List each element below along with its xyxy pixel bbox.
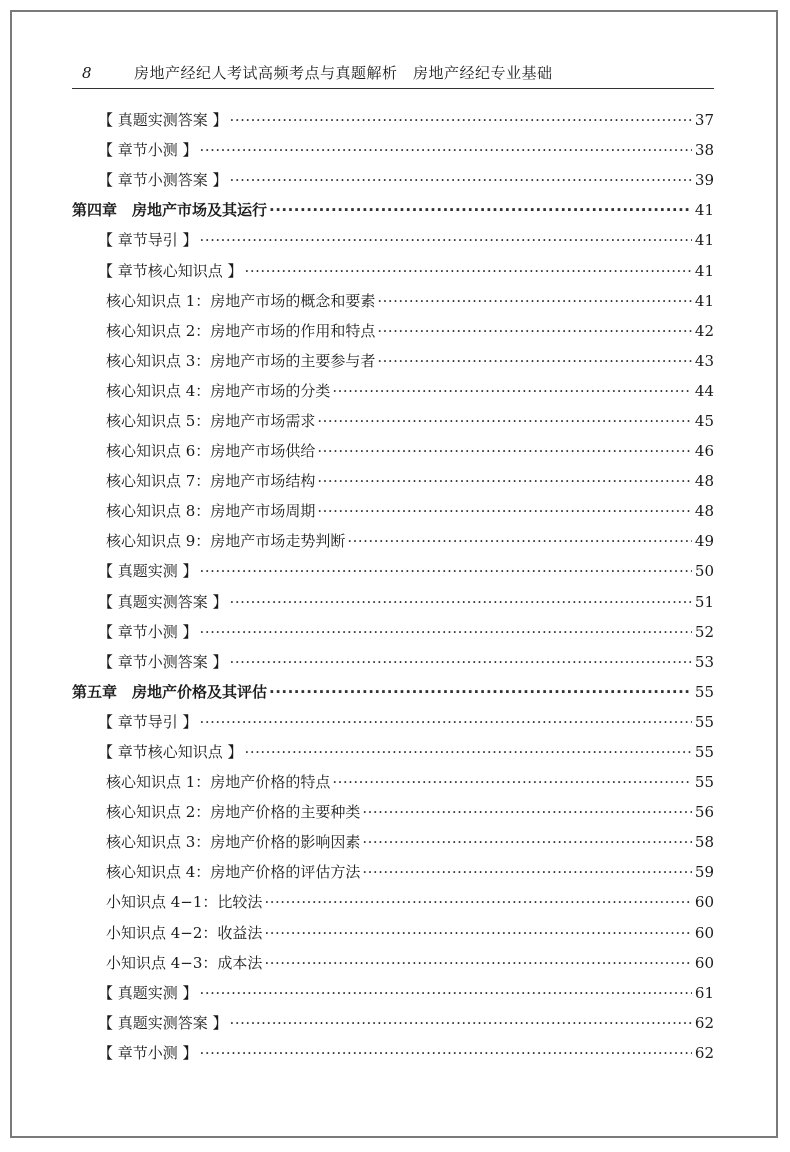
toc-entry-page: 60 [694, 953, 714, 972]
toc-entry-page: 51 [694, 592, 714, 611]
toc-entry-item[interactable] [72, 466, 714, 496]
toc-entry-item[interactable] [72, 496, 714, 526]
toc-entry-section[interactable] [72, 135, 714, 165]
toc-entry-page: 43 [694, 351, 714, 370]
dot-leader [230, 1008, 692, 1038]
book-title: 房地产经纪人考试高频考点与真题解析 房地产经纪专业基础 [134, 64, 553, 82]
toc-entry-page: 48 [694, 472, 714, 491]
toc-entry-label: 核心知识点 2：房地产价格的主要种类 [106, 803, 361, 822]
dot-leader [269, 677, 692, 707]
dot-leader [317, 406, 692, 436]
toc-entry-label: 核心知识点 5：房地产市场需求 [106, 411, 316, 430]
toc-entry-label: 【 真题实测 】 [98, 562, 198, 581]
table-of-contents [72, 105, 714, 1068]
toc-entry-section[interactable] [72, 1038, 714, 1068]
toc-entry-item[interactable] [72, 857, 714, 887]
toc-entry-label: 核心知识点 8：房地产市场周期 [106, 502, 316, 521]
dot-leader [264, 948, 692, 978]
dot-leader [200, 225, 692, 255]
dot-leader [200, 978, 692, 1008]
toc-entry-section[interactable] [72, 617, 714, 647]
dot-leader [362, 857, 692, 887]
toc-entry-label: 核心知识点 2：房地产市场的作用和特点 [106, 321, 376, 340]
toc-entry-label: 核心知识点 1：房地产价格的特点 [106, 773, 331, 792]
toc-entry-page: 38 [694, 141, 714, 160]
dot-leader [230, 165, 692, 195]
toc-entry-page: 56 [694, 803, 714, 822]
toc-entry-item[interactable] [72, 346, 714, 376]
dot-leader [317, 466, 692, 496]
toc-entry-label: 【 章节小测 】 [98, 1043, 198, 1062]
dot-leader [245, 737, 692, 767]
toc-entry-page: 41 [694, 291, 714, 310]
dot-leader [200, 707, 692, 737]
toc-entry-chapter[interactable] [72, 677, 714, 707]
toc-entry-label: 【 章节小测 】 [98, 622, 198, 641]
toc-entry-label: 第五章 房地产价格及其评估 [72, 682, 268, 701]
toc-entry-page: 50 [694, 562, 714, 581]
toc-entry-label: 小知识点 4−2：收益法 [106, 923, 263, 942]
dot-leader [347, 526, 692, 556]
toc-entry-page: 55 [694, 773, 714, 792]
toc-entry-page: 42 [694, 321, 714, 340]
toc-entry-page: 45 [694, 411, 714, 430]
toc-entry-label: 【 章节导引 】 [98, 712, 198, 731]
toc-entry-chapter[interactable] [72, 195, 714, 225]
toc-entry-section[interactable] [72, 587, 714, 617]
toc-entry-section[interactable] [72, 737, 714, 767]
toc-entry-page: 41 [694, 261, 714, 280]
toc-entry-label: 【 章节小测 】 [98, 141, 198, 160]
toc-entry-label: 核心知识点 4：房地产价格的评估方法 [106, 863, 361, 882]
toc-entry-item[interactable] [72, 436, 714, 466]
dot-leader [200, 1038, 692, 1068]
toc-entry-label: 【 章节小测答案 】 [98, 652, 228, 671]
toc-entry-item[interactable] [72, 948, 714, 978]
toc-entry-label: 【 章节小测答案 】 [98, 171, 228, 190]
toc-entry-label: 【 章节核心知识点 】 [98, 743, 243, 762]
toc-entry-item[interactable] [72, 887, 714, 917]
toc-entry-label: 【 章节导引 】 [98, 231, 198, 250]
dot-leader [200, 556, 692, 586]
toc-entry-label: 【 真题实测答案 】 [98, 592, 228, 611]
toc-entry-page: 62 [694, 1013, 714, 1032]
toc-entry-section[interactable] [72, 978, 714, 1008]
toc-entry-item[interactable] [72, 406, 714, 436]
dot-leader [362, 827, 692, 857]
dot-leader [317, 436, 692, 466]
toc-entry-label: 核心知识点 4：房地产市场的分类 [106, 381, 331, 400]
toc-entry-label: 核心知识点 3：房地产价格的影响因素 [106, 833, 361, 852]
toc-entry-label: 【 真题实测 】 [98, 983, 198, 1002]
toc-entry-page: 48 [694, 502, 714, 521]
toc-entry-page: 55 [694, 712, 714, 731]
dot-leader [377, 316, 692, 346]
toc-entry-page: 62 [694, 1043, 714, 1062]
toc-entry-label: 核心知识点 3：房地产市场的主要参与者 [106, 351, 376, 370]
dot-leader [230, 105, 692, 135]
toc-entry-section[interactable] [72, 1008, 714, 1038]
dot-leader [377, 346, 692, 376]
toc-entry-item[interactable] [72, 286, 714, 316]
toc-entry-page: 53 [694, 652, 714, 671]
toc-entry-item[interactable] [72, 376, 714, 406]
toc-entry-section[interactable] [72, 225, 714, 255]
toc-entry-page: 60 [694, 923, 714, 942]
toc-entry-item[interactable] [72, 918, 714, 948]
toc-entry-item[interactable] [72, 526, 714, 556]
page-number: 8 [82, 64, 92, 82]
toc-entry-section[interactable] [72, 647, 714, 677]
dot-leader [230, 587, 692, 617]
toc-entry-page: 59 [694, 863, 714, 882]
toc-entry-section[interactable] [72, 255, 714, 285]
toc-entry-section[interactable] [72, 707, 714, 737]
dot-leader [264, 918, 692, 948]
toc-entry-item[interactable] [72, 767, 714, 797]
toc-entry-page: 61 [694, 983, 714, 1002]
toc-entry-page: 49 [694, 532, 714, 551]
toc-entry-page: 39 [694, 171, 714, 190]
toc-entry-page: 44 [694, 381, 714, 400]
dot-leader [230, 647, 692, 677]
running-header [72, 58, 714, 89]
toc-entry-label: 【 真题实测答案 】 [98, 111, 228, 130]
toc-entry-label: 核心知识点 9：房地产市场走势判断 [106, 532, 346, 551]
toc-entry-page: 55 [694, 682, 714, 701]
toc-entry-section[interactable] [72, 165, 714, 195]
toc-entry-item[interactable] [72, 797, 714, 827]
toc-entry-label: 小知识点 4−3：成本法 [106, 953, 263, 972]
dot-leader [332, 376, 692, 406]
dot-leader [245, 256, 692, 286]
toc-entry-page: 52 [694, 622, 714, 641]
dot-leader [264, 887, 692, 917]
toc-entry-item[interactable] [72, 827, 714, 857]
toc-entry-page: 37 [694, 111, 714, 130]
toc-entry-label: 核心知识点 7：房地产市场结构 [106, 472, 316, 491]
toc-entry-page: 55 [694, 743, 714, 762]
toc-entry-section[interactable] [72, 105, 714, 135]
toc-entry-label: 【 章节核心知识点 】 [98, 261, 243, 280]
toc-entry-page: 41 [694, 231, 714, 250]
toc-entry-label: 【 真题实测答案 】 [98, 1013, 228, 1032]
toc-entry-label: 第四章 房地产市场及其运行 [72, 201, 268, 220]
toc-entry-page: 58 [694, 833, 714, 852]
dot-leader [317, 496, 692, 526]
dot-leader [269, 195, 692, 225]
toc-entry-page: 41 [694, 201, 714, 220]
dot-leader [332, 767, 692, 797]
toc-entry-page: 60 [694, 893, 714, 912]
toc-entry-label: 小知识点 4−1：比较法 [106, 893, 263, 912]
dot-leader [200, 135, 692, 165]
toc-entry-label: 核心知识点 6：房地产市场供给 [106, 442, 316, 461]
dot-leader [362, 797, 692, 827]
toc-entry-label: 核心知识点 1：房地产市场的概念和要素 [106, 291, 376, 310]
toc-entry-page: 46 [694, 442, 714, 461]
dot-leader [200, 617, 692, 647]
toc-entry-section[interactable] [72, 556, 714, 586]
dot-leader [377, 286, 692, 316]
toc-entry-item[interactable] [72, 316, 714, 346]
